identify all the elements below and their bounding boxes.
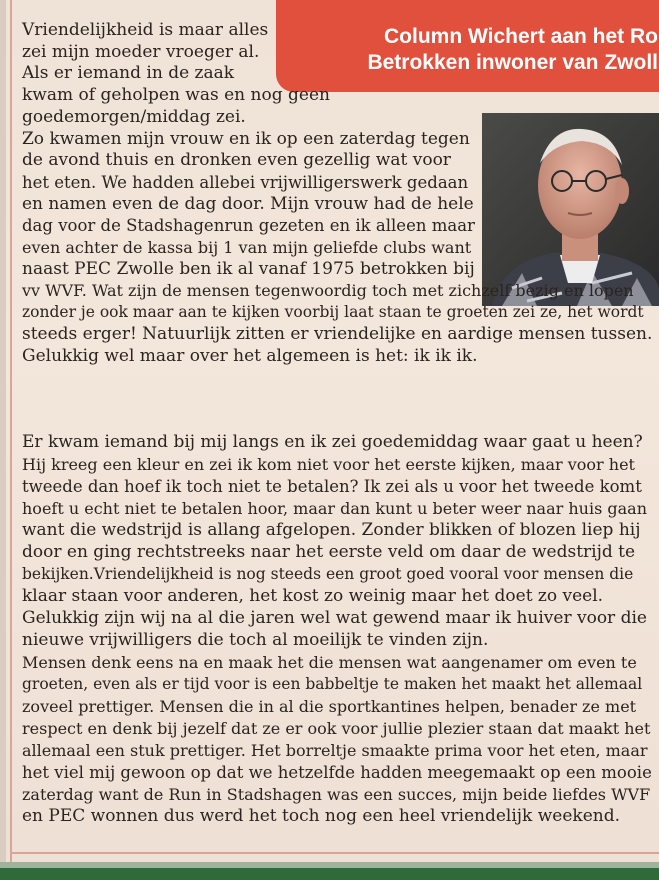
text-line: respect en denk bij jezelf dat ze er ook voor jullie plezier staan dat maakt het [22,719,651,738]
text-line: zoveel prettiger. Mensen die in al die sportkantines helpen, benader ze met [22,697,637,716]
text-line: zonder je ook maar aan te kijken voorbij laat staan te groeten zei ze, het wordt [22,303,644,322]
text-line: Mensen denk eens na en maak het die mensen wat aangenamer om even te [22,653,637,672]
text-line: Hij kreeg een kleur en zei ik kom niet voor het eerste kijken, maar voor het [22,455,635,474]
text-line: Gelukkig zijn wij na al die jaren wel wat gewend maar ik huiver voor die [22,608,647,628]
text-line: zaterdag want de Run in Stadshagen was een succes, mijn beide liefdes WVF [22,785,651,804]
text-line: kwam of geholpen was en nog geen [22,85,330,106]
text-line: en PEC wonnen dus werd het toch nog een heel vriendelijk weekend. [22,806,621,826]
text-line: naast PEC Zwolle ben ik al vanaf 1975 betrokken bij [22,258,475,279]
text-line: steeds erger! Natuurlijk zitten er vriendelijke en aardige mensen tussen. [22,323,653,344]
text-line: Zo kwamen mijn vrouw en ik op een zaterdag tegen [22,128,470,149]
text-line: door en ging rechtstreeks naar het eerste veld om daar de wedstrijd te [22,542,636,562]
portrait-photo-icon [482,113,659,306]
text-line: want die wedstrijd is allang afgelopen. Zonder blikken of blozen liep hij [22,520,641,540]
text-line: groeten, even als er tijd voor is een babbeltje te maken het maakt het allemaal [22,675,643,693]
text-line: vv WVF. Wat zijn de mensen tegenwoordig toch met zichzelf bezig en lopen [22,281,634,301]
text-line: goedemorgen/middag zei. [22,106,246,127]
column-title: Column Wichert aan het Ro [384,25,658,48]
author-photo [482,113,659,306]
text-line: dag voor de Stadshagenrun gezeten en ik alleen maar [22,216,475,236]
text-line: bekijken.Vriendelijkheid is nog steeds een groot goed vooral voor mensen die [22,565,634,583]
text-line: Er kwam iemand bij mij langs en ik zei goedemiddag waar gaat u heen? [22,432,643,452]
text-line: hoeft u echt niet te betalen hoor, maar dan kunt u beter weer naar huis gaan [22,499,648,518]
text-line: de avond thuis en dronken even gezellig wat voor [22,150,451,171]
text-line: het eten. We hadden allebei vrijwilligerswerk gedaan [22,172,469,192]
text-line: allemaal een stuk prettiger. Het borreltje smaakte prima voor het eten, maar [22,741,648,760]
column-header-banner [276,0,659,92]
text-line: Vriendelijkheid is maar alles [22,20,269,40]
text-line: tweede dan hoef ik toch niet te betalen? Ik zei als u voor het tweede komt [22,477,642,496]
text-line: zei mijn moeder vroeger al. [22,41,260,62]
text-line: nieuwe vrijwilligers die toch al moeilijk te vinden zijn. [22,630,489,650]
column-subtitle: Betrokken inwoner van Zwoll [367,51,658,74]
text-line: Gelukkig wel maar over het algemeen is het: ik ik ik. [22,345,478,366]
left-border-rule [10,0,12,862]
text-line: en namen even de dag door. Mijn vrouw had de hele [22,193,474,214]
text-line: even achter de kassa bij 1 van mijn geliefde clubs want [22,238,472,257]
text-line: klaar staan voor anderen, het kost zo weinig maar het doet zo veel. [22,586,604,606]
text-line: Als er iemand in de zaak [22,63,235,84]
text-line: het viel mij gewoon op dat we hetzelfde hadden meegemaakt op een mooie [22,763,652,782]
page-footer-bar [0,862,659,880]
bottom-border-rule [10,852,659,854]
